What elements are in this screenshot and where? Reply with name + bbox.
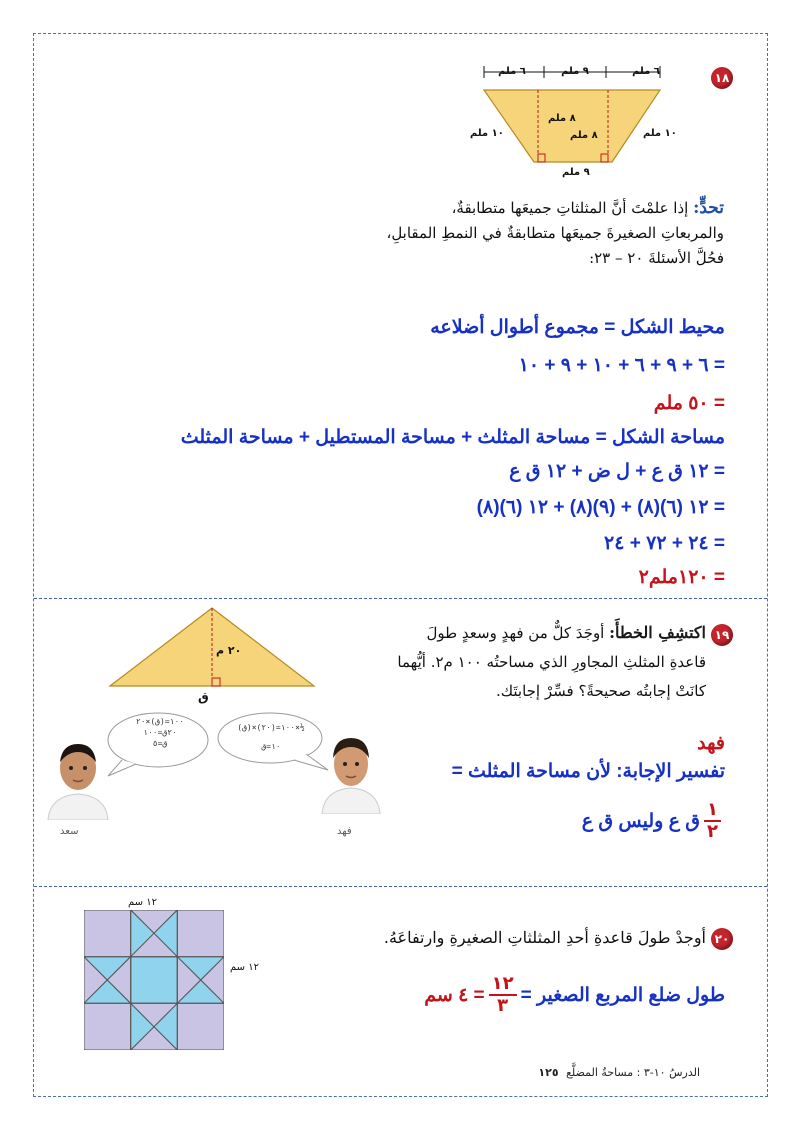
- saad-avatar: [44, 736, 112, 820]
- top-dim-left: ٦ ملم: [498, 66, 526, 77]
- solution-line-2: = ٦ + ٩ + ٦ + ١٠ + ٩ + ١٠: [518, 354, 725, 376]
- triangle-base-label: ق: [198, 690, 209, 704]
- pattern-center-square: [131, 957, 178, 1004]
- challenge-intro-line3: فحُلَّ الأسئلةَ ٢٠ – ٢٣:: [589, 249, 724, 267]
- top-dim-middle: ٩ ملم: [561, 66, 589, 77]
- pattern-side-dim: ١٢ سم: [230, 962, 259, 973]
- q20-text: أوجدْ طولَ قاعدةِ أحدِ المثلثاتِ الصغيرةِ وارتفاعَهُ.: [383, 928, 706, 947]
- section-divider: [34, 886, 767, 887]
- height-label-left: ٨ ملم: [548, 113, 576, 124]
- answer-formula: $\frac{١}{٢}$ ق ع وليس ق ع: [582, 796, 725, 846]
- q20-fraction: $\frac{١٢}{٣}$: [489, 975, 517, 1015]
- triangle-height-label: ٢٠ م: [216, 644, 242, 657]
- footer: الدرسُ ١٠-٣ : مساحةُ المضلَّع ١٢٥: [538, 1066, 700, 1079]
- triangle-figure: [100, 602, 330, 702]
- answer-name: فهد: [697, 732, 725, 754]
- fahd-bubble-text: ١٠٠=(٢٠)×(ق)×½ ١٠=ق: [237, 723, 305, 751]
- solution-line-3: = ٥٠ ملم: [653, 392, 725, 414]
- q19-line2: قاعدةِ المثلثِ المجاورِ الذي مساحتُه ١٠٠ م٢. أيُّهما: [397, 653, 706, 671]
- page-number: ١٢٥: [538, 1066, 559, 1079]
- bottom-label: ٩ ملم: [562, 167, 590, 178]
- fahd-avatar: [318, 730, 384, 814]
- trapezoid-shape: [484, 90, 660, 162]
- challenge-intro-line1: تحدٍّ: إذا علمْتَ أنَّ المثلثاتِ جميعَها متطابقةٌ،: [451, 198, 724, 218]
- solution-line-8: = ١٢٠ملم٢: [638, 566, 725, 588]
- solution-line-6: = ١٢ (٦)(٨) + (٩)(٨) + ١٢ (٦)(٨): [476, 496, 725, 518]
- side-label-left: ١٠ ملم: [470, 128, 504, 139]
- question-19-badge: ١٩: [711, 624, 733, 646]
- pattern-top-dim: ١٢ سم: [128, 897, 157, 908]
- fahd-name: فهد: [337, 826, 352, 837]
- solution-line-7: = ٢٤ + ٧٢ + ٢٤: [604, 532, 725, 554]
- answer-explanation: تفسير الإجابة: لأن مساحة المثلث =: [451, 760, 725, 782]
- saad-name: سعد: [60, 826, 79, 837]
- height-label-middle: ٨ ملم: [570, 130, 598, 141]
- side-label-right: ١٠ ملم: [643, 128, 677, 139]
- top-dim-right: ٦ ملم: [632, 66, 660, 77]
- challenge-intro-line2: والمربعاتِ الصغيرةَ جميعَها متطابقةٌ في النمطِ المقابلِ،: [386, 224, 724, 242]
- find-error-label: اكتشِفِ الخطأَ:: [609, 623, 706, 642]
- star-pattern-figure: [84, 910, 224, 1050]
- solution-line-4: مساحة الشكل = مساحة المثلث + مساحة المستطيل + مساحة المثلث: [180, 426, 725, 448]
- section-divider: [34, 598, 767, 599]
- solution-line-1: محيط الشكل = مجموع أطوال أضلاعه: [430, 316, 725, 338]
- question-18-badge: ١٨: [711, 67, 733, 89]
- q19-line1: اكتشِفِ الخطأَ: أوجَدَ كلٌّ من فهدٍ وسعدٍ طولَ: [426, 623, 706, 642]
- saad-bubble-text: ١٠٠=(ق)×٢٠ ٢٠ق=١٠٠ ق=٥: [135, 717, 185, 748]
- q19-line3: كانَتْ إجابتُه صحيحةً؟ فسِّرْ إجابتَك.: [495, 682, 706, 700]
- half-fraction: $\frac{١}{٢}$: [704, 801, 721, 841]
- solution-line-5: = ١٢ ق ع + ل ض + ١٢ ق ع: [509, 460, 725, 482]
- q20-answer: طول ضلع المربع الصغير = $\frac{١٢}{٣}$ = ٤ سم: [424, 973, 725, 1016]
- challenge-label: تحدٍّ:: [693, 198, 724, 218]
- question-20-badge: ٢٠: [711, 928, 733, 950]
